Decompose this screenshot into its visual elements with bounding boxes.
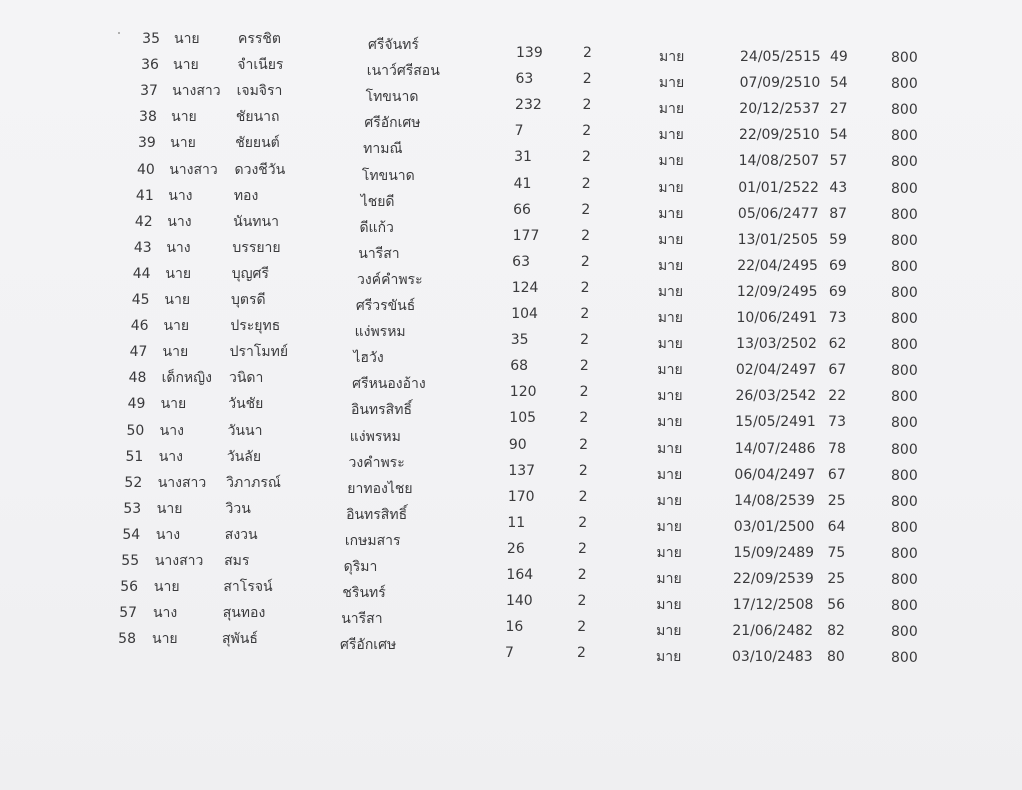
cell-moo: 2 xyxy=(579,436,588,453)
cell-last: ชรินทร์ xyxy=(342,585,386,602)
cell-last: ทามณี xyxy=(363,141,403,158)
cell-no: 44 xyxy=(132,265,151,282)
cell-house: 124 xyxy=(511,279,539,296)
cell-moo: 2 xyxy=(582,71,592,88)
cell-dob: 01/01/2522 xyxy=(738,179,819,196)
cell-age: 75 xyxy=(827,544,846,561)
cell-amount: 800 xyxy=(891,624,918,641)
cell-last: โทขนาด xyxy=(361,167,415,184)
cell-no: 42 xyxy=(134,213,153,230)
cell-no: 51 xyxy=(125,448,144,465)
cell-dob: 06/04/2497 xyxy=(734,466,816,483)
cell-dob: 03/10/2483 xyxy=(732,649,813,666)
cell-sex: มาย xyxy=(657,362,683,379)
cell-moo: 2 xyxy=(579,384,589,401)
cell-title: นาง xyxy=(159,422,184,439)
cell-last: นารีสา xyxy=(341,611,383,628)
cell-house: 7 xyxy=(505,645,514,662)
cell-amount: 800 xyxy=(891,389,918,406)
cell-age: 56 xyxy=(827,597,846,614)
cell-no: 56 xyxy=(120,579,139,596)
cell-sex: มาย xyxy=(656,466,683,483)
cell-amount: 800 xyxy=(891,102,918,119)
cell-sex: มาย xyxy=(657,440,683,457)
cell-house: 35 xyxy=(510,332,529,349)
cell-title: นางสาว xyxy=(157,474,207,491)
cell-dob: 26/03/2542 xyxy=(735,388,817,405)
cell-dob: 22/09/2539 xyxy=(733,571,814,587)
cell-house: 90 xyxy=(508,436,527,453)
cell-age: 22 xyxy=(828,388,847,405)
cell-age: 69 xyxy=(828,283,847,300)
cell-no: 43 xyxy=(133,239,152,256)
cell-title: นาย xyxy=(153,579,180,596)
cell-age: 78 xyxy=(828,440,846,457)
cell-age: 82 xyxy=(827,623,845,640)
cell-house: 63 xyxy=(515,71,534,88)
cell-sex: มาย xyxy=(658,153,684,170)
cell-moo: 2 xyxy=(578,540,587,557)
cell-last: ศรีวรขันธ์ xyxy=(355,298,416,314)
cell-house: 63 xyxy=(512,253,530,270)
cell-title: นาง xyxy=(155,526,181,543)
cell-age: 69 xyxy=(828,257,847,274)
cell-title: นาย xyxy=(160,396,187,413)
cell-house: 232 xyxy=(515,97,542,114)
cell-dob: 14/08/2507 xyxy=(738,153,820,170)
cell-amount: 800 xyxy=(891,545,918,562)
cell-no: 53 xyxy=(123,500,142,517)
cell-title: นาย xyxy=(164,292,191,308)
cell-no: 57 xyxy=(119,605,138,622)
cell-last: อินทรสิทธิ์ xyxy=(350,402,412,419)
cell-last: แง่พรหม xyxy=(349,428,401,445)
cell-first: วันชัย xyxy=(228,396,264,413)
cell-first: สุนทอง xyxy=(222,605,266,622)
cell-first: สาโรจน์ xyxy=(223,579,273,596)
cell-dob: 10/06/2491 xyxy=(736,310,818,326)
cell-moo: 2 xyxy=(578,488,588,505)
cell-sex: มาย xyxy=(657,388,683,405)
cell-dob: 03/01/2500 xyxy=(733,518,815,535)
cell-house: 41 xyxy=(513,175,532,192)
cell-first: ครรชิต xyxy=(238,31,281,47)
cell-house: 31 xyxy=(514,149,532,166)
cell-no: 47 xyxy=(129,344,148,361)
cell-title: นาง xyxy=(158,448,183,465)
cell-first: ปราโมทย์ xyxy=(229,344,289,361)
cell-age: 80 xyxy=(827,649,845,666)
cell-moo: 2 xyxy=(580,253,590,270)
cell-moo: 2 xyxy=(582,97,592,114)
cell-first: บุญศรี xyxy=(231,265,269,282)
cell-no: 54 xyxy=(122,526,141,543)
cell-title: นางสาว xyxy=(172,83,221,100)
cell-moo: 2 xyxy=(581,175,591,192)
cell-dob: 14/08/2539 xyxy=(734,492,815,509)
cell-no: 50 xyxy=(126,422,145,439)
cell-amount: 800 xyxy=(891,206,918,223)
cell-last: ศรีอักเศษ xyxy=(364,115,421,132)
cell-last: อินทรสิทธิ์ xyxy=(346,506,408,523)
cell-moo: 2 xyxy=(581,227,591,244)
cell-first: สุพันธ์ xyxy=(222,631,258,648)
cell-first: บรรยาย xyxy=(232,239,281,256)
cell-last: ศรีหนองอ้าง xyxy=(352,376,426,393)
cell-sex: มาย xyxy=(656,597,682,614)
cell-no: 35 xyxy=(142,31,160,47)
cell-first: ประยุทธ xyxy=(230,318,281,335)
cell-house: 139 xyxy=(516,45,543,61)
cell-first: ดวงชีวัน xyxy=(234,161,286,178)
cell-first: วันลัย xyxy=(226,448,262,465)
cell-moo: 2 xyxy=(579,410,589,427)
cell-last: ดีแก้ว xyxy=(359,219,394,236)
cell-moo: 2 xyxy=(580,306,590,322)
cell-house: 137 xyxy=(508,462,536,479)
cell-sex: มาย xyxy=(657,283,684,300)
cell-sex: มาย xyxy=(658,101,685,118)
cell-amount: 800 xyxy=(891,258,918,275)
cell-moo: 2 xyxy=(578,514,588,531)
cell-dob: 15/09/2489 xyxy=(733,544,815,561)
cell-age: 49 xyxy=(830,49,848,65)
cell-house: 11 xyxy=(507,514,526,531)
cell-age: 64 xyxy=(827,518,846,535)
cell-first: วิภาภรณ์ xyxy=(226,474,281,491)
table-row xyxy=(0,630,1022,667)
cell-last: แง่พรหม xyxy=(354,324,406,341)
cell-dob: 22/09/2510 xyxy=(738,127,820,144)
cell-sex: มาย xyxy=(656,571,682,587)
cell-amount: 800 xyxy=(891,572,918,588)
cell-last: วงคำพระ xyxy=(348,454,405,471)
cell-no: 48 xyxy=(128,370,147,387)
cell-moo: 2 xyxy=(579,358,589,375)
cell-first: นันทนา xyxy=(233,213,279,230)
cell-age: 54 xyxy=(829,127,848,144)
cell-house: 170 xyxy=(507,488,535,505)
cell-amount: 800 xyxy=(891,232,918,249)
cell-age: 25 xyxy=(827,492,846,509)
cell-dob: 17/12/2508 xyxy=(732,597,814,614)
cell-amount: 800 xyxy=(891,363,918,380)
cell-sex: มาย xyxy=(657,414,683,431)
cell-moo: 2 xyxy=(577,619,587,636)
cell-last: ยาทองไชย xyxy=(347,480,413,497)
cell-first: จำเนียร xyxy=(237,57,284,74)
cell-sex: มาย xyxy=(657,257,684,274)
cell-no: 39 xyxy=(137,135,156,152)
cell-last: โทขนาด xyxy=(365,89,419,106)
cell-no: 38 xyxy=(139,109,157,126)
cell-age: 87 xyxy=(829,205,848,222)
cell-title: นาย xyxy=(165,265,192,282)
cell-no: 41 xyxy=(135,187,154,204)
cell-sex: มาย xyxy=(657,310,683,326)
cell-amount: 800 xyxy=(891,415,918,432)
cell-title: นาง xyxy=(152,605,178,622)
cell-first: เจมจิรา xyxy=(236,83,283,100)
cell-no: 52 xyxy=(124,474,143,491)
cell-amount: 800 xyxy=(891,441,918,458)
cell-last: ไชยดี xyxy=(360,193,395,210)
cell-title: นาย xyxy=(163,318,190,335)
cell-dob: 24/05/2515 xyxy=(740,49,821,65)
cell-last: ศรีอักเศษ xyxy=(340,637,397,654)
cell-dob: 07/09/2510 xyxy=(739,75,821,92)
cell-dob: 20/12/2537 xyxy=(739,101,820,118)
cell-sex: มาย xyxy=(657,336,683,353)
cell-first: บุตรดี xyxy=(231,292,266,308)
cell-sex: มาย xyxy=(656,492,683,509)
cell-last: ดุริมา xyxy=(343,559,378,575)
cell-first: ชัยยนต์ xyxy=(235,135,280,152)
cell-amount: 800 xyxy=(891,311,918,327)
cell-house: 164 xyxy=(506,567,534,583)
cell-dob: 15/05/2491 xyxy=(735,414,816,431)
cell-moo: 2 xyxy=(581,149,591,166)
cell-sex: มาย xyxy=(656,649,682,666)
cell-amount: 800 xyxy=(891,50,918,66)
cell-amount: 800 xyxy=(891,154,918,171)
cell-no: 58 xyxy=(118,631,136,648)
cell-first: ทอง xyxy=(233,187,259,204)
cell-title: นาย xyxy=(152,631,178,648)
cell-house: 104 xyxy=(511,306,538,322)
cell-last: เนาว์ศรีสอน xyxy=(366,63,440,80)
cell-dob: 02/04/2497 xyxy=(735,362,817,379)
cell-house: 105 xyxy=(509,410,537,427)
cell-house: 177 xyxy=(512,227,540,244)
cell-sex: มาย xyxy=(656,623,682,640)
cell-last: ไฮวัง xyxy=(353,350,384,367)
cell-title: นางสาว xyxy=(169,161,218,178)
cell-moo: 2 xyxy=(580,279,590,296)
cell-sex: มาย xyxy=(658,231,684,248)
cell-house: 66 xyxy=(513,201,531,218)
cell-house: 68 xyxy=(510,358,529,375)
cell-first: วิวน xyxy=(225,500,251,517)
cell-no: 36 xyxy=(141,57,159,74)
cell-last: นารีสา xyxy=(358,245,400,262)
cell-amount: 800 xyxy=(891,284,918,301)
cell-house: 120 xyxy=(509,384,537,401)
cell-amount: 800 xyxy=(891,180,918,197)
cell-first: วันนา xyxy=(227,422,263,439)
cell-age: 57 xyxy=(829,153,848,170)
cell-age: 27 xyxy=(829,101,848,118)
cell-no: 49 xyxy=(127,396,146,413)
cell-title: นาย xyxy=(173,57,199,74)
cell-age: 43 xyxy=(829,179,848,196)
cell-no: 55 xyxy=(121,553,140,569)
cell-title: เด็กหญิง xyxy=(161,370,212,387)
cell-title: นาย xyxy=(156,500,183,517)
cell-age: 59 xyxy=(829,231,847,248)
cell-title: นาง xyxy=(166,239,191,256)
cell-amount: 800 xyxy=(891,128,918,145)
cell-no: 40 xyxy=(136,161,155,178)
cell-sex: มาย xyxy=(658,205,684,222)
cell-no: 45 xyxy=(131,292,150,308)
cell-age: 25 xyxy=(827,571,846,587)
cell-dob: 12/09/2495 xyxy=(736,283,818,300)
cell-sex: มาย xyxy=(656,544,682,561)
cell-age: 73 xyxy=(828,414,846,431)
cell-dob: 05/06/2477 xyxy=(737,205,819,222)
cell-dob: 13/01/2505 xyxy=(737,231,819,248)
cell-sex: มาย xyxy=(658,75,685,92)
cell-age: 67 xyxy=(828,362,847,379)
cell-dob: 22/04/2495 xyxy=(737,257,818,274)
cell-first: ชัยนาถ xyxy=(235,109,280,126)
cell-sex: มาย xyxy=(658,127,684,144)
cell-house: 140 xyxy=(505,593,533,610)
cell-house: 16 xyxy=(505,619,524,636)
cell-age: 67 xyxy=(827,466,846,483)
cell-sex: มาย xyxy=(656,518,682,535)
cell-amount: 800 xyxy=(891,519,918,536)
cell-moo: 2 xyxy=(583,45,592,61)
cell-sex: มาย xyxy=(659,49,685,65)
cell-first: สมร xyxy=(224,553,250,569)
cell-moo: 2 xyxy=(580,332,590,349)
cell-moo: 2 xyxy=(582,123,592,140)
cell-age: 73 xyxy=(828,310,847,326)
cell-moo: 2 xyxy=(578,462,588,479)
cell-amount: 800 xyxy=(891,650,918,667)
cell-dob: 14/07/2486 xyxy=(734,440,816,457)
cell-last: ศรีจันทร์ xyxy=(368,37,419,53)
cell-title: นาง xyxy=(167,213,192,230)
cell-no: 46 xyxy=(130,318,149,335)
cell-title: นาย xyxy=(171,109,197,126)
cell-title: นาย xyxy=(170,135,196,152)
cell-title: นาง xyxy=(168,187,193,204)
cell-house: 7 xyxy=(514,123,524,140)
cell-title: นาย xyxy=(174,31,200,47)
cell-last: วงค์คำพระ xyxy=(357,271,423,288)
cell-amount: 800 xyxy=(891,493,918,510)
cell-dob: 13/03/2502 xyxy=(736,336,817,353)
cell-moo: 2 xyxy=(577,593,587,610)
cell-moo: 2 xyxy=(577,567,587,583)
cell-age: 54 xyxy=(829,75,848,92)
cell-amount: 800 xyxy=(891,76,918,93)
cell-first: วนิดา xyxy=(228,370,264,387)
cell-last: เกษมสาร xyxy=(344,532,401,549)
cell-title: นาย xyxy=(162,344,189,361)
cell-dob: 21/06/2482 xyxy=(732,623,814,640)
cell-moo: 2 xyxy=(581,201,591,218)
cell-age: 62 xyxy=(828,336,847,353)
cell-amount: 800 xyxy=(891,467,918,484)
cell-amount: 800 xyxy=(891,598,918,615)
cell-title: นางสาว xyxy=(154,553,204,569)
cell-amount: 800 xyxy=(891,337,918,354)
cell-first: สงวน xyxy=(224,526,258,543)
cell-house: 26 xyxy=(506,540,525,557)
cell-moo: 2 xyxy=(577,645,586,662)
cell-sex: มาย xyxy=(658,179,684,196)
cell-no: 37 xyxy=(140,83,158,100)
